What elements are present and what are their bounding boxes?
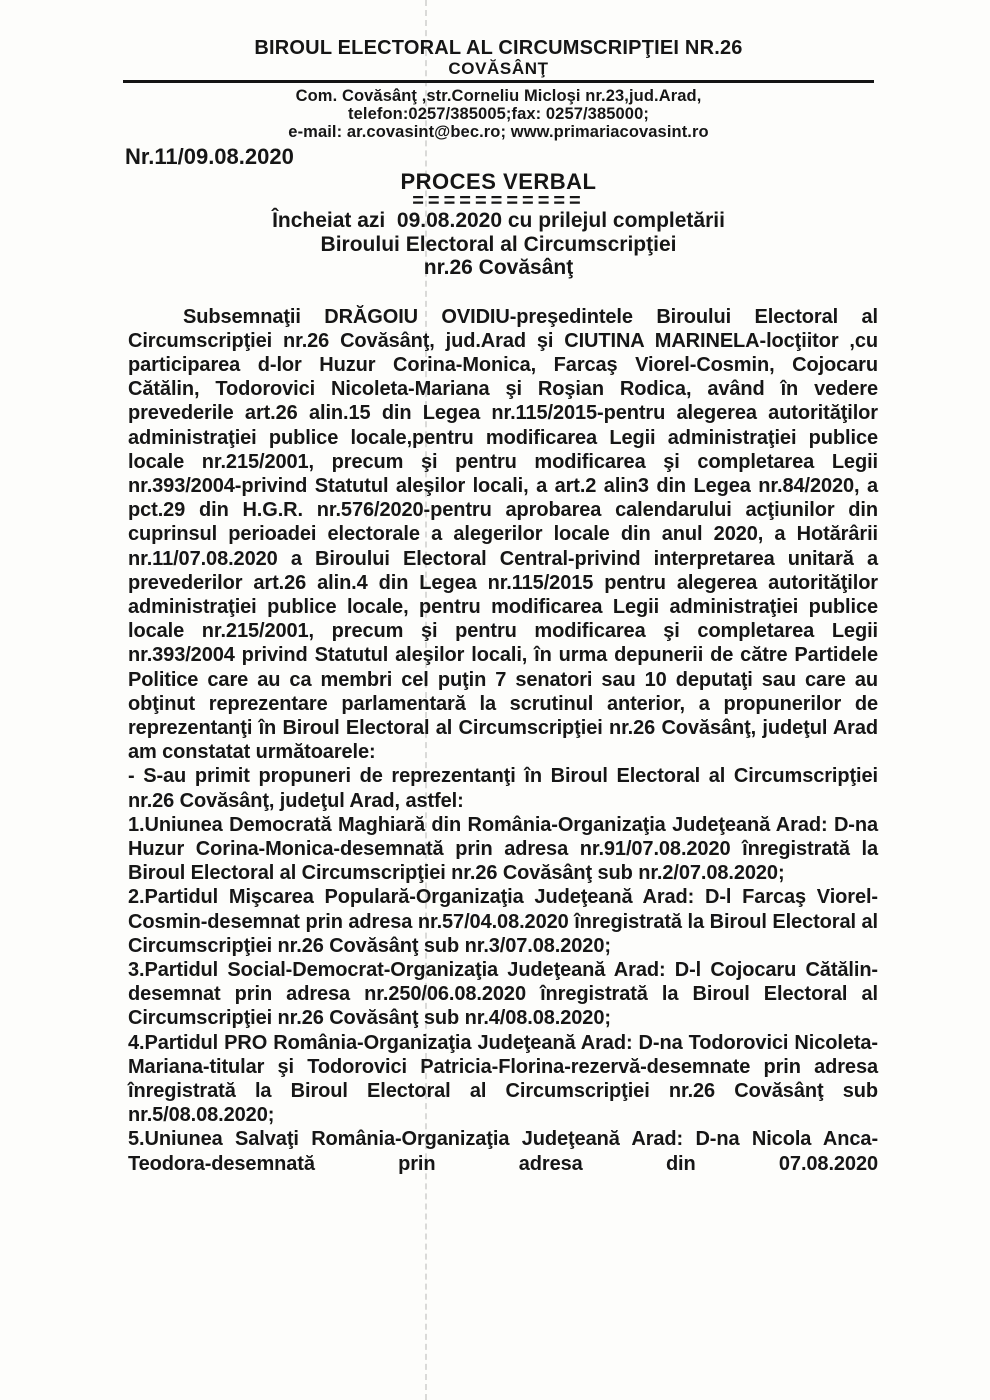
address-line3: e-mail: ar.covasint@bec.ro; www.primariacovasint.ro <box>288 123 709 141</box>
subtitle-line1: Încheiat azi 09.08.2020 cu prilejul completării <box>272 209 725 232</box>
header-divider <box>123 80 874 83</box>
org-name-line1: BIROUL ELECTORAL AL CIRCUMSCRIPŢIEI NR.26 <box>254 37 743 59</box>
list-item-usr: 5.Uniunea Salvaţi România-Organizaţia Judeţeană Arad: D-na Nicola Anca-Teodora-desemnată prin adresa din 07.08.2020 <box>128 1128 878 1175</box>
list-item-pro-romania: 4.Partidul PRO România-Organizaţia Judeţeană Arad: D-na Todorovici Nicoleta-Mariana-titular şi Todorovici Patricia-Florina-rezervă-desemnate prin adresa înregistrată la Biroul Electoral al Circumscripţiei nr.26 Covăsânţ sub nr.5/08.08.2020; <box>128 1031 878 1127</box>
document-body <box>128 305 878 1176</box>
document-number: Nr.11/09.08.2020 <box>125 144 294 169</box>
list-item-udmr: 1.Uniunea Democrată Maghiară din România-Organizaţia Judeţeană Arad: D-na Huzur Corina-Monica-desemnată prin adresa nr.91/07.08.2020 înregistrată la Biroul Electoral al Circumscripţiei nr.26 Covăsânţ sub nr.2/07.08.2020; <box>128 813 878 885</box>
paragraph-proposals-intro: - S-au primit propuneri de reprezentanţi în Biroul Electoral al Circumscripţiei nr.26 Covăsânţ, judeţul Arad, astfel: <box>128 765 878 812</box>
subtitle-line2: Biroului Electoral al Circumscripţiei <box>320 232 677 256</box>
address-line2: telefon:0257/385005;fax: 0257/385000; <box>348 105 649 123</box>
document-title: PROCES VERBAL <box>400 169 597 194</box>
org-name-line2: COVĂSÂNŢ <box>448 59 549 78</box>
paragraph-preamble: Subsemnaţii DRĂGOIU OVIDIU-preşedintele Biroului Electoral al Circumscripţiei nr.26 Covăsânţ, jud.Arad şi CIUTINA MARINELA-locţiitor ,cu participarea d-lor Huzur Corina-Monica, Farcaş Viorel-Cosmin, Cojocaru Cătălin, Todorovici Nicoleta-Mariana şi Roşian Rodica, având în vedere prevederile art.26 alin.15 din Legea nr.115/2015-pentru alegerea autorităţilor administraţiei publice locale,pentru modificarea Legii administraţiei publice locale nr.215/2001, precum şi pentru modificarea şi completarea Legii nr.393/2004-privind Statutul aleşilor locali, a art.2 alin3 din Legea nr.84/2020, a pct.29 din H.G.R. nr.576/2020-pentru aprobarea calendarului acţiunilor din cuprinsul perioadei electorale a alegerilor locale din anul 2020, a Hotărârii nr.11/07.08.2020 a Biroului Electoral Central-privind interpretarea unitară a prevederilor art.26 alin.4 din Legea nr.115/2015 pentru alegerea autorităţilor administraţiei publice locale, pentru modificarea Legii administraţiei publice locale nr.215/2001, precum şi pentru modificarea şi completarea Legii nr.393/2004 privind Statutul aleşilor locali, în urma depunerii de către Partidele Politice care au ca membri cel puţin 7 senatori sau 10 deputaţi sau care au obţinut reprezentare parlamentară la scrutinul anterior, a propunerilor de reprezentanţi în Biroul Electoral al Circumscripţiei nr.26 Covăsânţ, judeţul Arad am constatat următoarele: <box>128 305 878 764</box>
title-underline: =========== <box>412 190 585 212</box>
list-item-pmp: 2.Partidul Mişcarea Populară-Organizaţia Judeţeană Arad: D-l Farcaş Viorel-Cosmin-desemnat prin adresa nr.57/04.08.2020 înregistrată la Biroul Electoral al Circumscripţiei nr.26 Covăsânţ sub nr.3/07.08.2020; <box>128 886 878 957</box>
subtitle-line3: nr.26 Covăsânţ <box>423 256 574 279</box>
address-line1: Com. Covăsânţ ,str.Corneliu Micloşi nr.23,jud.Arad, <box>295 87 702 105</box>
list-item-psd: 3.Partidul Social-Democrat-Organizaţia Judeţeană Arad: D-l Cojocaru Cătălin-desemnat prin adresa nr.250/06.08.2020 înregistrată la Biroul Electoral al Circumscripţiei nr.26 Covăsânţ sub nr.4/08.08.2020; <box>128 958 878 1030</box>
title-block <box>123 170 874 280</box>
letterhead <box>123 0 874 141</box>
